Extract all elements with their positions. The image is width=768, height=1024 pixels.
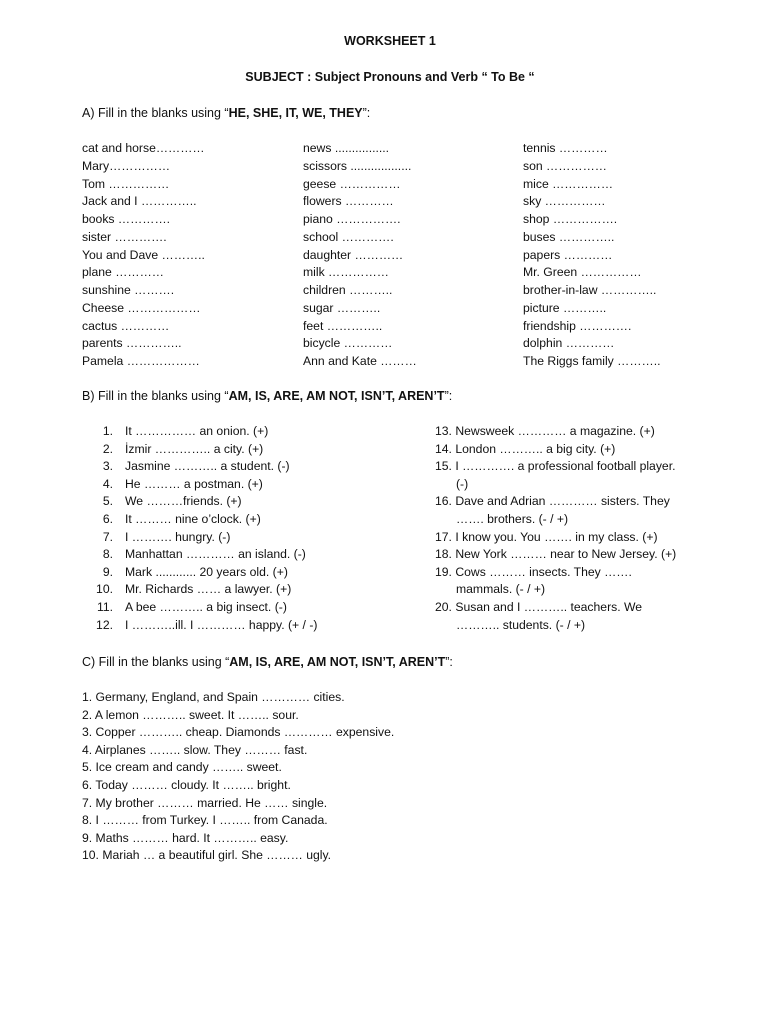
- word-item: tennis …………: [523, 141, 608, 155]
- word-item: mice ……………: [523, 176, 614, 191]
- list-item-continuation: (-): [456, 476, 469, 491]
- word-item: scissors ..................: [303, 158, 412, 173]
- list-item: 20. Susan and I ……….. teachers. We: [435, 599, 643, 614]
- word-item: books ………….: [82, 212, 171, 226]
- list-item: 8. I ……… from Turkey. I …….. from Canada.: [82, 813, 328, 828]
- word-item: Jack and I …………..: [82, 194, 197, 209]
- word-item: cat and horse…………: [82, 141, 205, 155]
- list-item: 5. We ………friends. (+): [102, 494, 242, 509]
- list-item: 10. Mariah … a beautiful girl. She ……… ugly.: [82, 848, 332, 863]
- word-item: sunshine ……….: [82, 283, 175, 297]
- section-a-column-3: [523, 140, 660, 371]
- word-item: son ……………: [523, 158, 607, 173]
- list-item: 19. Cows ……… insects. They …….: [435, 564, 632, 579]
- word-item: Cheese ………………: [82, 300, 201, 315]
- word-item: flowers …………: [303, 194, 394, 209]
- word-item: picture ………..: [523, 300, 607, 315]
- list-item: 7. My brother ……… married. He …… single.: [82, 795, 328, 810]
- list-item: 3. Copper ……….. cheap. Diamonds ………… expensive.: [82, 725, 395, 740]
- word-item: daughter …………: [303, 247, 404, 262]
- word-item: buses …………..: [523, 229, 615, 244]
- word-item: plane …………: [82, 265, 164, 280]
- worksheet-subject: SUBJECT : Subject Pronouns and Verb “ To Be “: [245, 70, 535, 84]
- word-item: Mr. Green ……………: [523, 265, 642, 280]
- list-item: 3. Jasmine ……….. a student. (-): [102, 459, 290, 474]
- word-item: You and Dave ………..: [82, 247, 205, 262]
- list-item-continuation: mammals. (- / +): [456, 582, 546, 597]
- section-b-left-list: [95, 423, 317, 634]
- section-b-right-list: [435, 423, 676, 634]
- word-item: Pamela ………………: [82, 354, 200, 368]
- word-item: sugar ………..: [303, 300, 381, 315]
- word-item: papers …………: [523, 247, 613, 262]
- list-item: 4. Airplanes …….. slow. They ……… fast.: [82, 742, 308, 757]
- word-item: piano …………….: [303, 212, 401, 226]
- section-a-instruction: A) Fill in the blanks using “HE, SHE, IT, WE, THEY”:: [82, 106, 371, 120]
- word-item: dolphin …………: [523, 336, 615, 351]
- list-item: 12. I ………..ill. I ………… happy. (+ / -): [96, 617, 318, 632]
- word-item: parents …………..: [82, 336, 182, 351]
- word-item: news ................: [303, 141, 390, 155]
- word-item: cactus …………: [82, 318, 170, 333]
- word-item: Ann and Kate ………: [303, 354, 417, 368]
- list-item: 16. Dave and Adrian ………… sisters. They: [435, 494, 670, 509]
- list-item: 1. It …………… an onion. (+): [102, 424, 269, 438]
- section-a-column-1: [82, 140, 205, 371]
- word-item: The Riggs family ………..: [523, 354, 661, 368]
- list-item: 5. Ice cream and candy …….. sweet.: [82, 760, 282, 775]
- section-c-instruction: C) Fill in the blanks using “AM, IS, ARE, AM NOT, ISN’T, AREN’T”:: [82, 655, 453, 669]
- word-item: friendship ………….: [523, 318, 632, 333]
- list-item-continuation: ……. brothers. (- / +): [456, 511, 569, 526]
- section-a-column-2: [303, 140, 417, 371]
- word-item: geese ……………: [303, 176, 401, 191]
- word-item: bicycle …………: [303, 336, 393, 351]
- list-item: 9. Maths ……… hard. It ……….. easy.: [82, 830, 289, 845]
- list-item: 1. Germany, England, and Spain ………… cities.: [82, 690, 345, 704]
- word-item: sky ……………: [523, 194, 606, 209]
- list-item: 15. I …………. a professional football player.: [435, 459, 676, 474]
- word-item: Tom ……………: [82, 176, 170, 191]
- section-c-list: [82, 689, 394, 865]
- word-item: Mary……………: [82, 158, 171, 173]
- word-item: milk ……………: [303, 265, 389, 280]
- section-b-instruction: B) Fill in the blanks using “AM, IS, ARE, AM NOT, ISN’T, AREN’T”:: [82, 389, 453, 403]
- word-item: feet …………..: [303, 318, 383, 333]
- list-item: 10. Mr. Richards …… a lawyer. (+): [96, 582, 292, 597]
- list-item: 18. New York ……… near to New Jersey. (+): [435, 547, 677, 562]
- list-item: 2. İzmir ………….. a city. (+): [102, 441, 264, 456]
- word-item: brother-in-law …………..: [523, 283, 657, 297]
- list-item: 2. A lemon ……….. sweet. It …….. sour.: [82, 707, 299, 722]
- list-item: 8. Manhattan ………… an island. (-): [102, 547, 306, 562]
- list-item: 17. I know you. You ……. in my class. (+): [435, 529, 658, 544]
- list-item: 6. It ……… nine o’clock. (+): [102, 511, 261, 526]
- list-item: 11. A bee ……….. a big insect. (-): [96, 599, 287, 614]
- word-item: sister ………….: [82, 229, 167, 244]
- list-item: 14. London ……….. a big city. (+): [435, 441, 616, 456]
- list-item-continuation: ……….. students. (- / +): [456, 617, 586, 632]
- list-item: 7. I ………. hungry. (-): [102, 529, 231, 544]
- list-item: 9. Mark ............ 20 years old. (+): [102, 564, 288, 579]
- word-item: children ………..: [303, 283, 393, 297]
- list-item: 4. He ……… a postman. (+): [102, 476, 263, 491]
- worksheet-title: WORKSHEET 1: [344, 34, 436, 48]
- word-item: shop …………….: [523, 212, 618, 226]
- list-item: 6. Today ……… cloudy. It …….. bright.: [82, 777, 291, 792]
- list-item: 13. Newsweek ………… a magazine. (+): [435, 424, 655, 438]
- word-item: school ………….: [303, 229, 394, 244]
